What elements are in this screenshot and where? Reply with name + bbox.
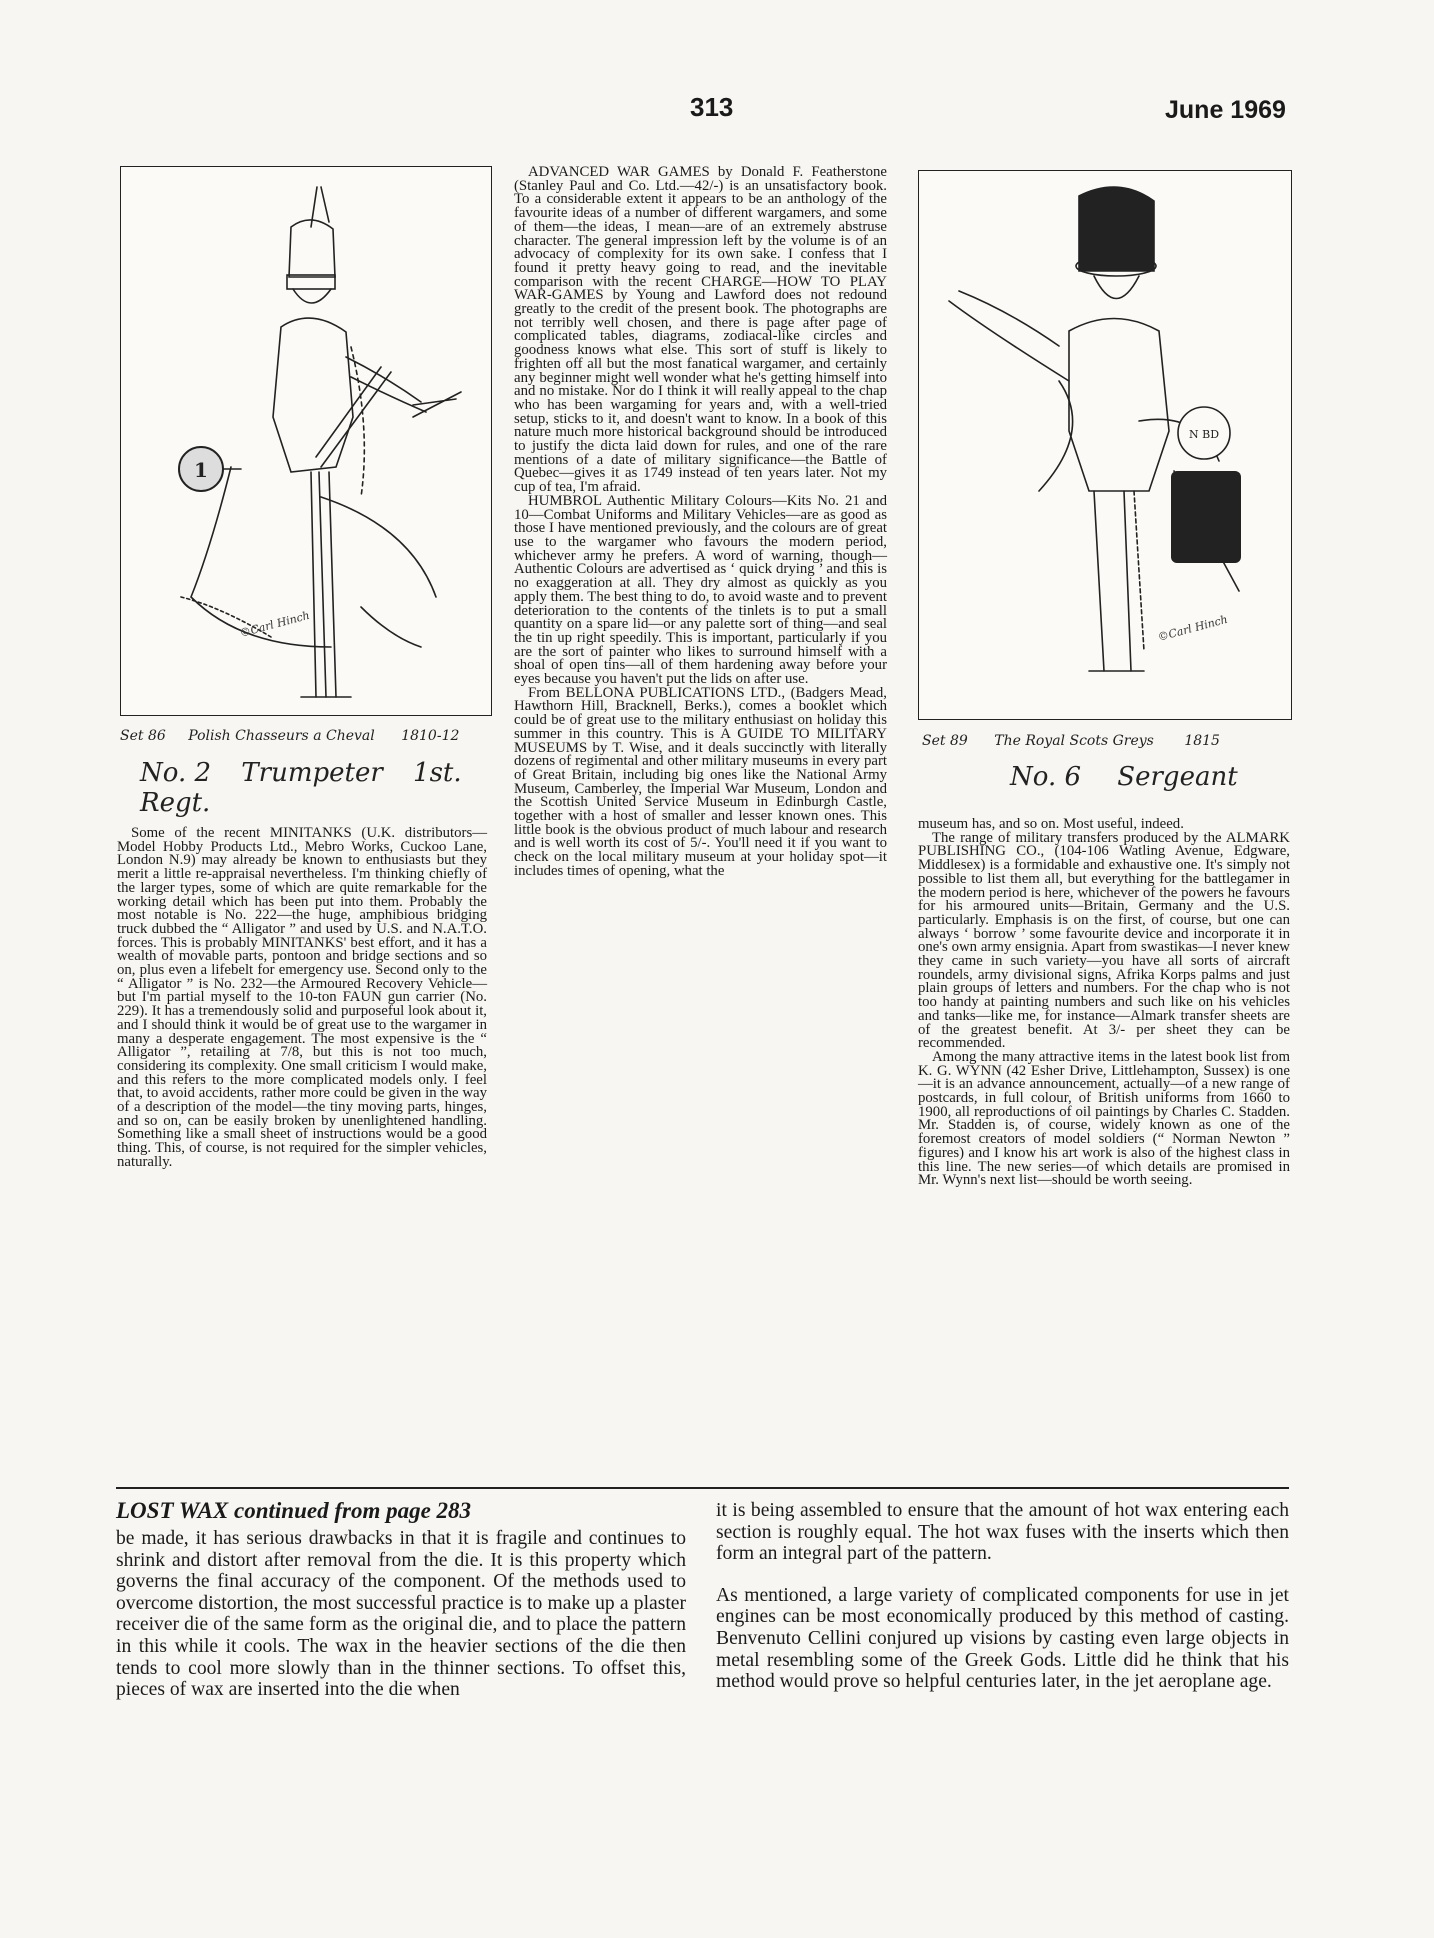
left-rank: Trumpeter	[241, 758, 383, 788]
right-caption-line2	[1010, 762, 1290, 792]
right-title: The Royal Scots Greys	[994, 733, 1154, 749]
article-paragraph: From BELLONA PUBLICATIONS LTD., (Badgers Mead, Hawthorn Hill, Bracknell, Berks.), comes a booklet which could be of great use to the military enthusiast on holiday this summer in this country. This is A GUIDE TO MILITARY MUSEUMS by T. Wise, and it deals succinctly with literally dozens of regimental and other military museums in every part of Great Britain, including big ones like the National Army Museum, Camberley, the Imperial War Museum, London and the Scottish United Service Museum in Edinburgh Castle, together with a host of smaller and lesser known ones. This little book is the obvious product of much labour and research and is well worth its cost of 5/-. You'll need it if you want to check on the local military museum at your holiday spot—it includes times of opening, what the	[514, 684, 887, 879]
article-paragraph: HUMBROL Authentic Military Colours—Kits No. 21 and 10—Combat Uniforms and Military Vehicles—are as good as those I have mentioned previously, and the colours are of great use to the wargamer who favours the modern period, whichever army he prefers. A word of warning, though—Authentic Colours are advertised as ‘ quick drying ’ and this is no exaggeration at all. They dry almost as quickly as you apply them. The best thing to do, to avoid waste and to prevent deterioration to the contents of the tinlets is to put a small quantity on a spare lid—or any palette sort of thing—and seal the tin up right speedily. This is important, particularly if you are the sort of painter who likes to surround himself with a shoal of open tins—all of them hardening away before your eyes because you haven't put the lids on after use.	[514, 492, 887, 688]
left-set: Set 86	[120, 728, 166, 744]
lost-wax-left-column	[116, 1528, 686, 1701]
article-middle-column	[514, 166, 887, 879]
lost-wax-paragraph: be made, it has serious drawbacks in that it is fragile and continues to shrink and distort after removal from the die. It is this property which governs the final accuracy of the component. Of the methods used to overcome distortion, the most successful practice is to make up a plaster receiver die of the same form as the original die, and to place the pattern in this while it cools. The wax in the heavier sections of the die then tends to cool more slowly than in the thinner sections. To offset this, pieces of wax are inserted into the die when	[116, 1528, 686, 1701]
right-set: Set 89	[922, 733, 968, 749]
right-illustration	[918, 170, 1292, 720]
artist-signature-right: ©Carl Hinch	[1156, 612, 1230, 644]
article-paragraph: The range of military transfers produced by the ALMARK PUBLISHING CO., (104-106 Watling Avenue, Edgware, Middlesex) is a formidable and exhaustive one. It's simply not possible to list them all, but everything for the battlegamer in the modern period is here, whichever of the powers he favours for his armoured units—Britain, Germany and the U.S. particularly. Emphasis is on the first, of course, but one can always ‘ borrow ’ some favourite device and incorporate it in one's own army ensignia. Apart from swastikas—I never knew they came in such variety—you have all sorts of aircraft roundels, army divisional signs, Afrika Korps palms and just plain groups of letters and numbers. For the chap who is not too handy at painting numbers and such like on his vehicles and tanks—like me, for instance—Almark transfer sheets are of the greatest benefit. At 3/- per sheet they can be recommended.	[918, 829, 1290, 1052]
left-illustration	[120, 166, 492, 716]
sabretache-bag	[1171, 471, 1241, 563]
article-paragraph: Among the many attractive items in the latest book list from K. G. WYNN (42 Esher Drive, Littlehampton, Sussex) is one—it is an advance announcement, actually—of a new range of postcards, in full colour, of British uniforms from 1660 to 1900, all reproductions of oil paintings by Charles C. Stadden. Mr. Stadden is, of course, widely known as one of the foremost creators of model soldiers (“ Norman Newton ” figures) and I know his art work is also of the highest class in this line. The new series—of which details are promised in Mr. Wynn's next list—should be worth seeing.	[918, 1048, 1290, 1189]
article-left-column	[117, 827, 487, 1170]
badge-number: 1	[194, 458, 208, 482]
article-paragraph: ADVANCED WAR GAMES by Donald F. Featherstone (Stanley Paul and Co. Ltd.—42/-) is an unsatisfactory book. To a considerable extent it appears to be an anthology of the favourite ideas of a number of different wargamers, and some of them—the ideas, I mean—are of an extremely abstruse character. The general impression left by the volume is of an advocacy of complexity for its own sake. I confess that I found it pretty heavy going to read, and the inevitable comparison with the recent CHARGE—HOW TO PLAY WAR-GAMES by Young and Lawford does not redound greatly to the credit of the present book. The photographs are not terribly well chosen, and there is page after page of complicated tables, diagrams, zodiacal-like circles and goodness knows what else. This sort of stuff is likely to frighten off all but the most fanatical wargamer, and certainly any beginner might well wonder what he's getting himself into and no mistake. Nor do I think it will really appeal to the chap who has been wargaming for years and, with a well-tried setup, sticks to it, and doesn't want to know. In a book of this nature much more historical background should be introduced to justify the dicta laid down for rules, and one of the rare mentions of a date of military significance—the Battle of Quebec—gives it as 1749 instead of ten years later. Not my cup of tea, I'm afraid.	[514, 164, 887, 496]
right-rank: Sergeant	[1117, 762, 1238, 792]
sergeant-drawing	[919, 171, 1291, 719]
lost-wax-right-column	[716, 1500, 1289, 1693]
artist-signature: ©Carl Hinch	[238, 608, 312, 640]
section-divider	[116, 1487, 1289, 1489]
left-regiment: 1st. Regt.	[140, 758, 462, 818]
left-years: 1810-12	[401, 728, 460, 744]
lost-wax-paragraph: As mentioned, a large variety of complicated components for use in jet engines can be most economically produced by this method of casting. Benvenuto Cellini conjured up visions by casting even large objects in metal resembling some of the Greek Gods. Little did he think that his method would prove so helpful centuries later, in the jet aeroplane age.	[716, 1584, 1289, 1693]
article-paragraph: museum has, and so on. Most useful, indeed.	[918, 816, 1184, 832]
lost-wax-heading: LOST WAX continued from page 283	[116, 1498, 472, 1523]
bag-marking: N BD	[1188, 428, 1220, 441]
right-caption-line1	[922, 733, 1292, 749]
article-right-column	[918, 818, 1290, 1188]
issue-date: June 1969	[1165, 96, 1286, 124]
left-title: Polish Chasseurs a Cheval	[188, 728, 375, 744]
lost-wax-paragraph: it is being assembled to ensure that the amount of hot wax entering each section is roughly equal. The hot wax fuses with the inserts which then form an integral part of the pattern.	[716, 1500, 1289, 1565]
right-years: 1815	[1184, 733, 1220, 749]
page-number: 313	[690, 92, 734, 122]
left-caption-line1	[120, 728, 490, 744]
left-number: No. 2	[140, 758, 212, 788]
article-paragraph: Some of the recent MINITANKS (U.K. distributors—Model Hobby Products Ltd., Mebro Works, Cuckoo Lane, London N.9) may already be known to enthusiasts but they merit a little re-appraisal nevertheless. I'm thinking chiefly of the larger types, some of which are quite remarkable for the working detail which has been put into them. Probably the most notable is No. 222—the huge, amphibious bridging truck dubbed the “ Alligator ” and used by U.S. and N.A.T.O. forces. This is probably MINITANKS' best effort, and it has a wealth of movable parts, pontoon and bridge sections and so on, plus even a lifebelt for emergency use. Second only to the “ Alligator ” is No. 232—the Armoured Recovery Vehicle—but I'm partial myself to the 10-ton FAUN gun carrier (No. 229). It has a tremendously solid and purposeful look about it, and I should think it would be of great use to the wargamer in many a desperate engagement. The most expensive is the “ Alligator ”, retailing at 7/8, but this is not too much, considering its complexity. One small criticism I would make, and this refers to the more complicated models only. I feel that, to avoid accidents, rather more could be given in the way of a description of the model—the tiny moving parts, hinges, and so on, can be easily broken by unenlightened handling. Something like a small sheet of instructions would be a good thing. This, of course, is not required for the simpler vehicles, naturally.	[117, 825, 487, 1170]
trumpeter-drawing	[121, 167, 491, 715]
left-caption-line2	[140, 758, 500, 818]
right-number: No. 6	[1010, 762, 1082, 792]
